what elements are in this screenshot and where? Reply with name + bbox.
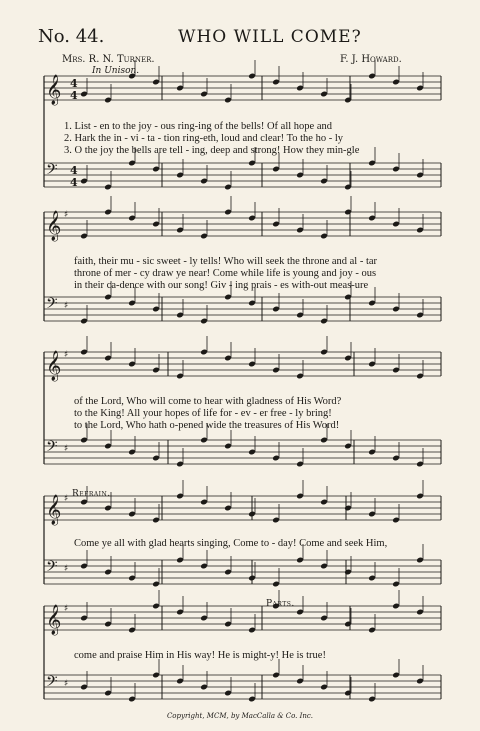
composer-credit: F. J. Howard. — [340, 54, 402, 65]
bass-clef-icon: 𝄢 — [46, 558, 58, 579]
time-signature: 4 — [70, 77, 78, 90]
sharp-icon: ♯ — [64, 564, 69, 574]
bass-clef-icon: 𝄢 — [46, 295, 58, 316]
lyric-s3-v3: to the Lord, Who hath o-pened wide the treasures of His Word! — [74, 420, 340, 431]
lyric-s2-v3: in their ca-dence with our song! Giv - ing prais - es with-out meas-ure — [74, 280, 369, 291]
direction-marking: In Unison. — [92, 66, 140, 76]
sharp-icon: ♯ — [64, 444, 69, 454]
lyric-s5-v1: come and praise Him in His way! He is might-y! He is true! — [74, 650, 326, 661]
bass-clef-icon: 𝄢 — [46, 161, 58, 182]
treble-clef-icon: 𝄞 — [46, 75, 62, 105]
sharp-icon: ♯ — [64, 210, 69, 220]
sharp-icon: ♯ — [64, 604, 69, 614]
lyric-s2-v2: throne of mer - cy draw ye near! Come while life is young and joy - ous — [74, 268, 377, 279]
parts-label: Parts. — [266, 599, 295, 609]
bass-clef-icon: 𝄢 — [46, 673, 58, 694]
sharp-icon: ♯ — [64, 350, 69, 360]
lyric-s3-v1: of the Lord, Who will come to hear with gladness of His Word? — [74, 396, 342, 407]
hymn-number: No. 44. — [38, 26, 105, 47]
treble-clef-icon: 𝄞 — [46, 605, 62, 635]
sharp-icon: ♯ — [64, 679, 69, 689]
treble-clef-icon: 𝄞 — [46, 351, 62, 381]
sharp-icon: ♯ — [64, 301, 69, 311]
lyric-s1-v3: 3. O the joy the bells are tell - ing, deep and strong! How they min-gle — [64, 145, 360, 156]
hymn-title: WHO WILL COME? — [178, 27, 362, 47]
treble-clef-icon: 𝄞 — [46, 211, 62, 241]
lyric-s1-v1: 1. List - en to the joy - ous ring-ing of the bells! Of all hope and — [64, 121, 332, 132]
lyric-s3-v2: to the King! All your hopes of life for - ev - er free - ly bring! — [74, 408, 332, 419]
sharp-icon: ♯ — [64, 494, 69, 504]
lyric-s1-v2: 2. Hark the in - vi - ta - tion ring-eth, loud and clear! To the ho - ly — [64, 133, 343, 144]
copyright-footer: Copyright, MCM, by MacCalla & Co. Inc. — [166, 712, 314, 720]
treble-clef-icon: 𝄞 — [46, 495, 62, 525]
lyric-s4-v1: Come ye all with glad hearts singing, Come to - day! Come and seek Him, — [74, 538, 388, 549]
time-signature: 4 — [70, 89, 78, 102]
time-signature: 4 — [70, 164, 78, 177]
lyric-s2-v1: faith, their mu - sic sweet - ly tells! Who will seek the throne and al - tar — [74, 256, 378, 267]
time-signature: 4 — [70, 176, 78, 189]
bass-clef-icon: 𝄢 — [46, 438, 58, 459]
refrain-label: Refrain. — [72, 489, 111, 499]
author-credit: Mrs. R. N. Turner. — [62, 54, 155, 65]
